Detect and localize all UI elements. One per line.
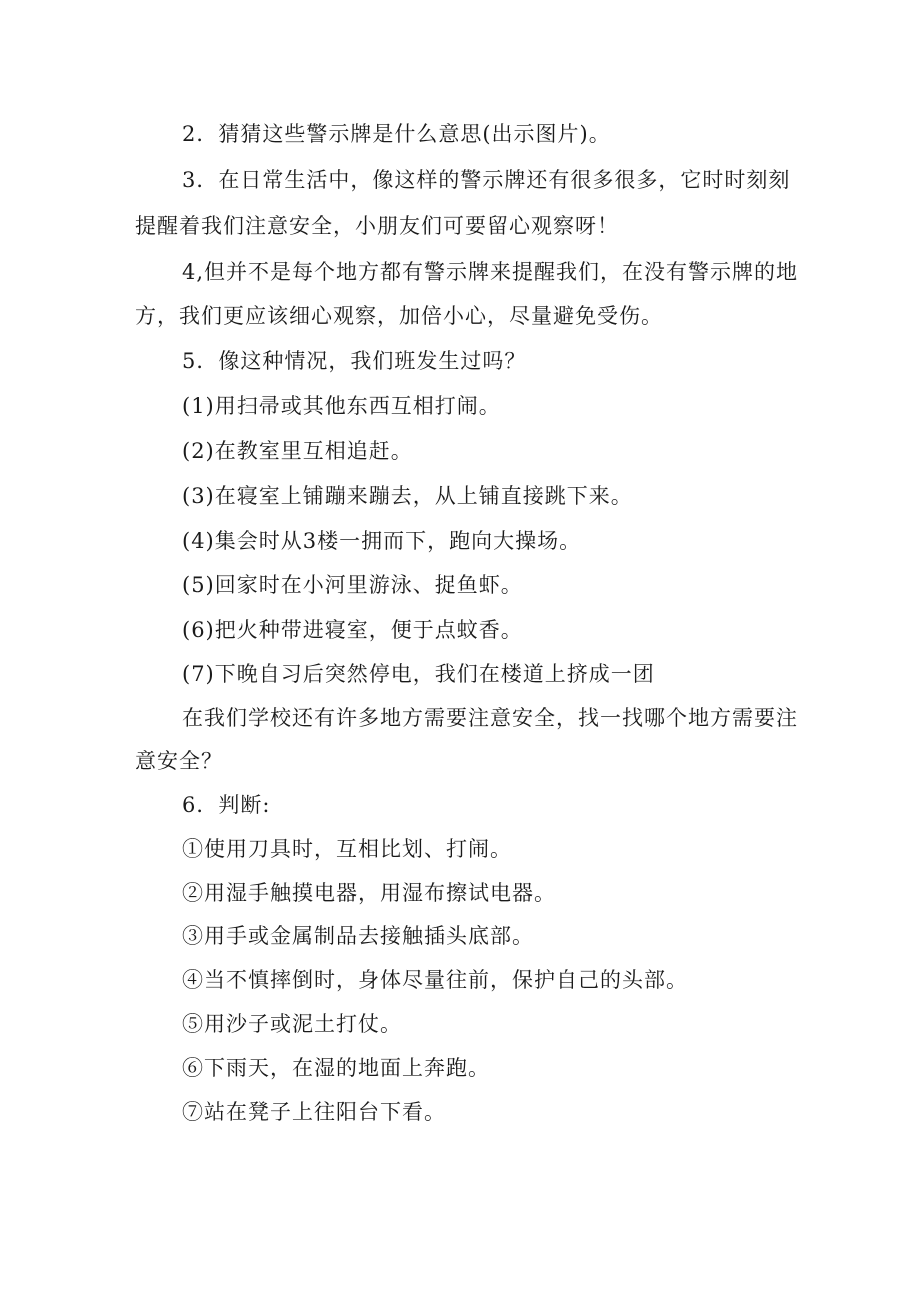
item-3-line-2: 提醒着我们注意安全，小朋友们可要留心观察呀！ bbox=[135, 214, 619, 238]
sub-item-3: (3)在寝室上铺蹦来蹦去，从上铺直接跳下来。 bbox=[182, 484, 633, 508]
item-5-line: 5．像这种情况，我们班发生过吗？ bbox=[182, 349, 527, 373]
sub-item-7: (7)下晚自习后突然停电，我们在楼道上挤成一团 bbox=[182, 662, 655, 686]
judge-item-1: ①使用刀具时，互相比划、打闹。 bbox=[182, 837, 512, 861]
sub-item-6: (6)把火种带进寝室，便于点蚊香。 bbox=[182, 618, 523, 642]
item-4-line-1: 4,但并不是每个地方都有警示牌来提醒我们，在没有警示牌的地 bbox=[182, 260, 799, 284]
judge-item-2: ②用湿手触摸电器，用湿布擦试电器。 bbox=[182, 881, 556, 905]
item-4-line-2: 方，我们更应该细心观察，加倍小心，尽量避免受伤。 bbox=[135, 304, 663, 328]
judge-item-6: ⑥下雨天，在湿的地面上奔跑。 bbox=[182, 1056, 490, 1080]
judge-item-3: ③用手或金属制品去接触插头底部。 bbox=[182, 924, 534, 948]
sub-item-4: (4)集会时从3楼一拥而下，跑向大操场。 bbox=[182, 529, 582, 553]
item-2-line: 2．猜猜这些警示牌是什么意思(出示图片)。 bbox=[182, 122, 611, 146]
school-safety-line-2: 意安全？ bbox=[135, 749, 223, 773]
judge-item-5: ⑤用沙子或泥土打仗。 bbox=[182, 1012, 402, 1036]
item-6-line: 6．判断: bbox=[182, 793, 271, 817]
sub-item-2: (2)在教室里互相追赶。 bbox=[182, 439, 413, 463]
sub-item-1: (1)用扫帚或其他东西互相打闹。 bbox=[182, 394, 501, 418]
school-safety-line-1: 在我们学校还有许多地方需要注意安全，找一找哪个地方需要注 bbox=[182, 706, 798, 730]
judge-item-4: ④当不慎摔倒时，身体尽量往前，保护自己的头部。 bbox=[182, 968, 688, 992]
item-3-line-1: 3．在日常生活中，像这样的警示牌还有很多很多，它时时刻刻 bbox=[182, 168, 791, 192]
sub-item-5: (5)回家时在小河里游泳、捉鱼虾。 bbox=[182, 573, 523, 597]
judge-item-7: ⑦站在凳子上往阳台下看。 bbox=[182, 1100, 446, 1124]
